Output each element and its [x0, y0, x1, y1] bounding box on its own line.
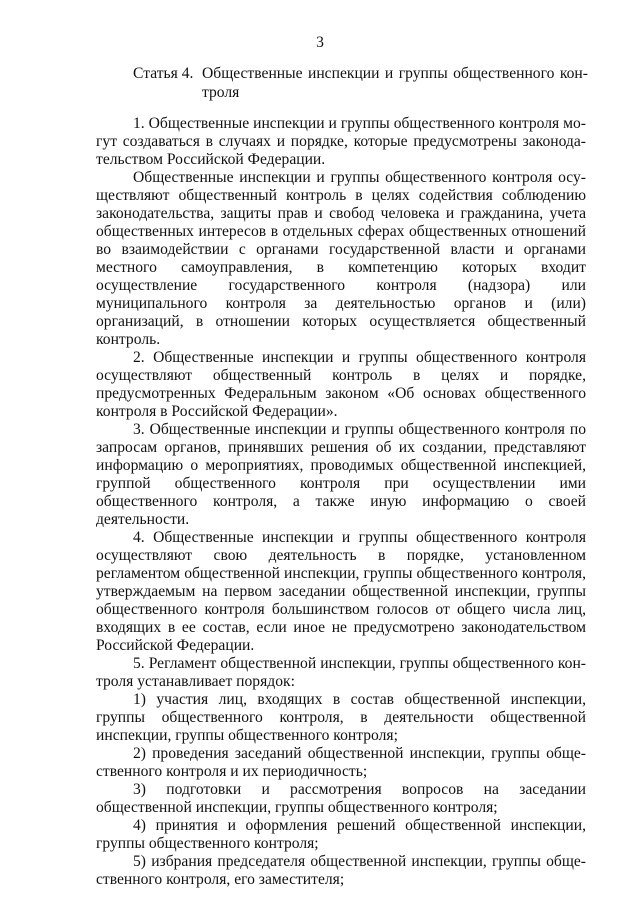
paragraph-5: 5. Регламент общественной инспекции, группы общественного контроля устанавливает порядок: [96, 655, 586, 690]
article-number: Статья 4. [133, 65, 194, 82]
paragraph-2: 2. Общественные инспекции и группы общественного контроля осуществляют общественный контроль в целях и порядке, предусмотренных Федеральным законом «Об основах общественного контроля в Российской Федерации». [96, 349, 586, 420]
article-body [96, 115, 586, 889]
paragraph-1-continued: Общественные инспекции и группы общественного контроля осуществляют общественный контроль в целях содействия соблюдению законодательства, защиты прав и свобод человека и гражданина, учета общественных интересов в отдельных сферах общественных отношений во взаимодействии с органами государственной власти и органами местного самоуправления, в компетенцию которых входит осуществление государственного контроля (надзора) или муниципального контроля за деятельностью органов и (или) организаций, в отношении которых осуществляется общественный контроль. [96, 169, 586, 348]
article-title: Общественные инспекции и группы общественного контроля [202, 65, 588, 101]
article-heading [133, 64, 588, 102]
list-item-5: 5) избрания председателя общественной инспекции, группы общественного контроля, его заместителя; [96, 853, 586, 888]
list-item-1: 1) участия лиц, входящих в состав общественной инспекции, группы общественного контроля, в деятельности общественной инспекции, группы общественного контроля; [96, 691, 586, 744]
page-number: 3 [316, 34, 324, 51]
paragraph-3: 3. Общественные инспекции и группы общественного контроля по запросам органов, принявших решения об их создании, представляют информацию о мероприятиях, проводимых общественной инспекцией, группой общественного контроля при осуществлении ими общественного контроля, а также иную информацию о своей деятельности. [96, 421, 586, 528]
list-item-4: 4) принятия и оформления решений общественной инспекции, группы общественного контроля; [96, 817, 586, 852]
list-item-2: 2) проведения заседаний общественной инспекции, группы общественного контроля и их периодичность; [96, 745, 586, 780]
paragraph-1: 1. Общественные инспекции и группы общественного контроля могут создаваться в случаях и порядке, которые предусмотрены законодательством Российской Федерации. [96, 115, 586, 168]
list-item-3: 3) подготовки и рассмотрения вопросов на заседании общественной инспекции, группы общественного контроля; [96, 781, 586, 816]
paragraph-4: 4. Общественные инспекции и группы общественного контроля осуществляют свою деятельность в порядке, установленном регламентом общественной инспекции, группы общественного контроля, утверждаемым на первом заседании общественной инспекции, группы общественного контроля большинством голосов от общего числа лиц, входящих в ее состав, если иное не предусмотрено законодательством Российской Федерации. [96, 529, 586, 654]
